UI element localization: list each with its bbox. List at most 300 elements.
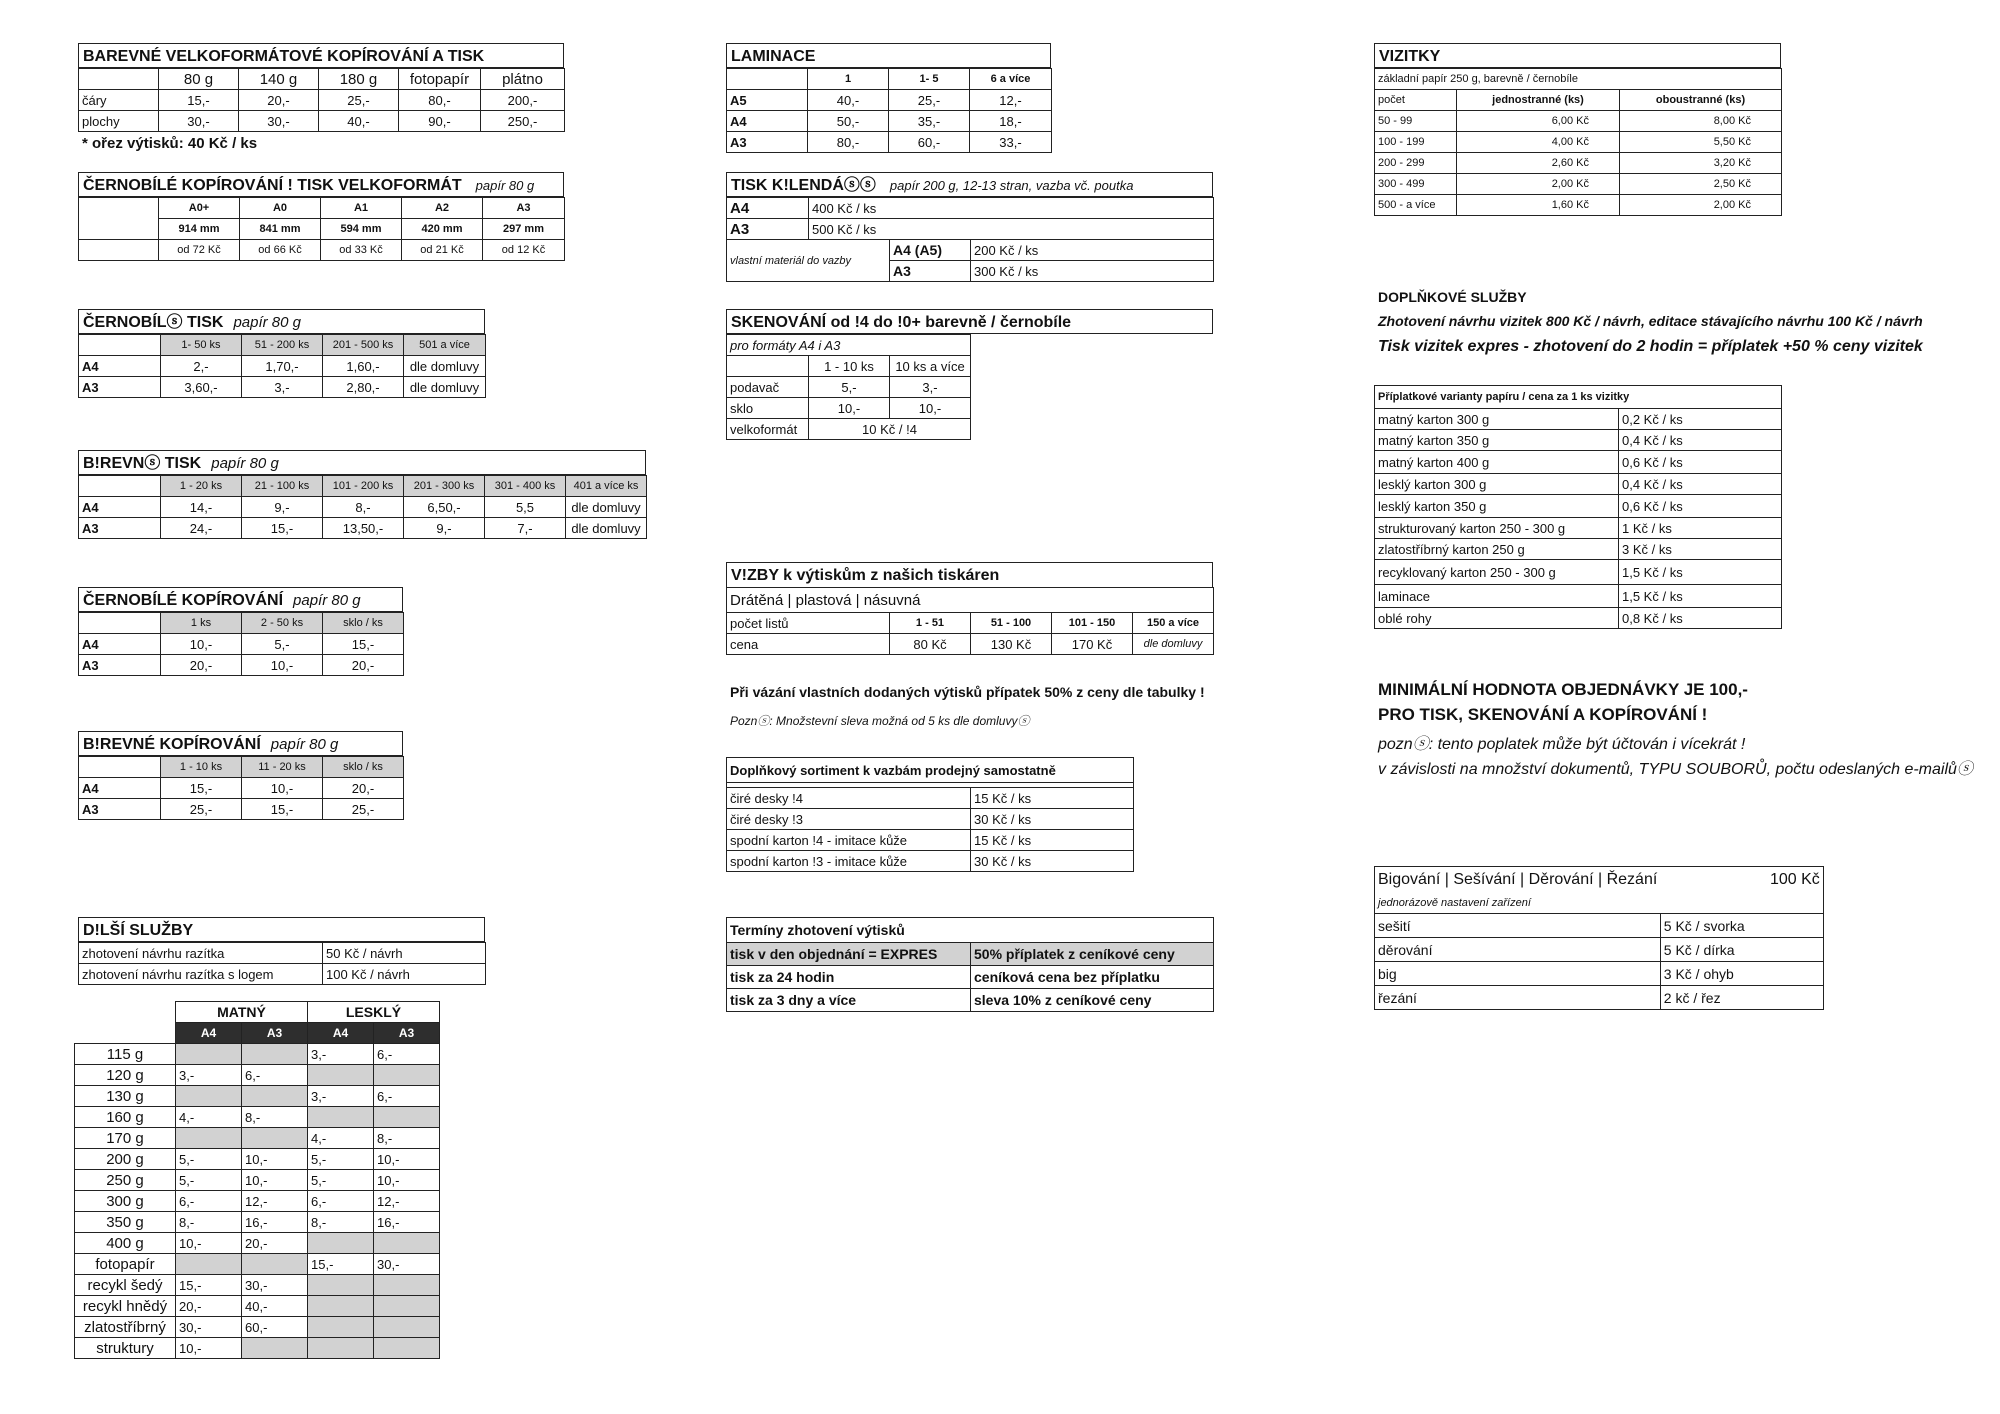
title-subtitle: papír 80 g bbox=[211, 455, 279, 472]
price-cell: 25,- bbox=[161, 799, 242, 820]
price-cell: 25,- bbox=[889, 90, 970, 111]
binding-extras-table bbox=[726, 757, 1134, 872]
width-cell: 841 mm bbox=[240, 219, 321, 240]
row-label: A4 bbox=[79, 634, 161, 655]
row-label: podavač bbox=[727, 377, 809, 398]
weight-label: 115 g bbox=[75, 1044, 176, 1065]
price-cell: 6,- bbox=[308, 1191, 374, 1212]
row-label: A4 (A5) bbox=[890, 240, 971, 261]
price-cell bbox=[176, 1044, 242, 1065]
service-price: 5 Kč / svorka bbox=[1660, 914, 1823, 938]
header-cell: 201 - 300 ks bbox=[404, 476, 485, 497]
price-cell: 200 Kč / ks bbox=[971, 240, 1214, 261]
title-subtitle: papír 80 g bbox=[475, 178, 535, 193]
weight-label: 400 g bbox=[75, 1233, 176, 1254]
scan-section bbox=[726, 309, 1213, 440]
price-cell: dle domluvy bbox=[404, 377, 486, 398]
binding-table bbox=[726, 587, 1214, 655]
weight-label: 300 g bbox=[75, 1191, 176, 1212]
title-text: B!REVNⓢ TISK bbox=[83, 455, 202, 472]
price-cell: 300 Kč / ks bbox=[971, 261, 1214, 282]
header-cell: 21 - 100 ks bbox=[242, 476, 323, 497]
price-cell: 9,- bbox=[404, 518, 485, 539]
price-cell: 25,- bbox=[319, 90, 399, 111]
quantity-label: 500 - a více bbox=[1375, 195, 1457, 216]
quantity-label: 200 - 299 bbox=[1375, 153, 1457, 174]
bw-copy-table bbox=[78, 612, 404, 676]
price-cell: 8,00 Kč bbox=[1620, 111, 1782, 132]
title-text: B!REVNÉ KOPÍROVÁNÍ bbox=[83, 736, 261, 753]
title-subtitle: papír 80 g bbox=[233, 314, 302, 331]
price-cell: 12,- bbox=[242, 1191, 308, 1212]
paper-variants-section bbox=[1374, 385, 1782, 629]
item-label: čiré desky !3 bbox=[727, 809, 971, 830]
paper-weight-table bbox=[74, 1001, 440, 1359]
price-cell: 400 Kč / ks bbox=[809, 198, 1214, 219]
color-print-table bbox=[78, 475, 647, 539]
term-label: tisk za 3 dny a více bbox=[727, 989, 971, 1012]
binding-types: Drátěná | plastová | násuvná bbox=[727, 588, 1214, 613]
price-cell: 90,- bbox=[399, 111, 481, 132]
price-cell: 35,- bbox=[889, 111, 970, 132]
price-cell: 8,- bbox=[242, 1107, 308, 1128]
deadlines-section bbox=[726, 917, 1214, 1012]
price-cell: 40,- bbox=[319, 111, 399, 132]
term-value: ceníková cena bez příplatku bbox=[971, 966, 1214, 989]
price-cell: 8,- bbox=[176, 1212, 242, 1233]
scan-formats-note: pro formáty A4 i A3 bbox=[727, 335, 971, 356]
header-cell: 101 - 200 ks bbox=[323, 476, 404, 497]
weight-label: 120 g bbox=[75, 1065, 176, 1086]
other-services-section bbox=[78, 917, 486, 985]
item-price: 15 Kč / ks bbox=[971, 830, 1134, 851]
service-price: 5 Kč / dírka bbox=[1660, 938, 1823, 962]
price-cell: dle domluvy bbox=[566, 518, 647, 539]
header-cell: 301 - 400 ks bbox=[485, 476, 566, 497]
binding-surcharge-note: Při vázání vlastních dodaných výtisků přípatek 50% z ceny dle tabulky ! bbox=[730, 684, 1205, 700]
color-large-format-section bbox=[78, 43, 565, 152]
setup-note: jednorázově nastavení zařízení bbox=[1375, 893, 1824, 914]
price-cell bbox=[308, 1275, 374, 1296]
header-cell: 140 g bbox=[239, 69, 319, 90]
weight-label: struktury bbox=[75, 1338, 176, 1359]
price-cell: 10,- bbox=[242, 778, 323, 799]
price-cell: od 33 Kč bbox=[321, 240, 402, 261]
bw-large-format-table bbox=[78, 197, 565, 261]
header-cell: 401 a více ks bbox=[566, 476, 647, 497]
price-cell: 14,- bbox=[161, 497, 242, 518]
row-label: čáry bbox=[79, 90, 159, 111]
header-cell: 51 - 100 bbox=[971, 613, 1052, 634]
weight-label: 160 g bbox=[75, 1107, 176, 1128]
price-cell: 200,- bbox=[481, 90, 565, 111]
price-cell: 6,- bbox=[176, 1191, 242, 1212]
header-cell: 1 - 20 ks bbox=[161, 476, 242, 497]
item-label: spodní karton !4 - imitace kůže bbox=[727, 830, 971, 851]
variant-label: laminace bbox=[1375, 585, 1619, 608]
header-cell: 150 a více bbox=[1133, 613, 1214, 634]
price-cell bbox=[308, 1317, 374, 1338]
row-label: A4 bbox=[727, 111, 808, 132]
finishing-section bbox=[1374, 866, 1824, 1010]
price-cell: 15,- bbox=[161, 778, 242, 799]
title-text: ČERNOBÍLÉ KOPÍROVÁNÍ ! TISK VELKOFORMÁT bbox=[83, 177, 462, 194]
section-title bbox=[78, 587, 403, 612]
matte-header: MATNÝ bbox=[176, 1002, 308, 1023]
price-cell: 25,- bbox=[323, 799, 404, 820]
section-title bbox=[78, 450, 646, 475]
variant-price: 0,6 Kč / ks bbox=[1619, 451, 1782, 474]
row-label: A3 bbox=[890, 261, 971, 282]
price-cell: od 66 Kč bbox=[240, 240, 321, 261]
price-cell: 6,50,- bbox=[404, 497, 485, 518]
variant-price: 0,4 Kč / ks bbox=[1619, 474, 1782, 495]
paper-variants-table bbox=[1374, 385, 1782, 629]
term-label: tisk za 24 hodin bbox=[727, 966, 971, 989]
weight-label: fotopapír bbox=[75, 1254, 176, 1275]
row-label: A3 bbox=[79, 518, 161, 539]
header-cell: 1- 5 bbox=[889, 69, 970, 90]
price-cell: 3,60,- bbox=[161, 377, 242, 398]
corner-cell bbox=[79, 476, 161, 497]
section-title: Termíny zhotovení výtisků bbox=[727, 918, 1214, 943]
finishing-table bbox=[1374, 866, 1824, 1010]
variant-price: 1,5 Kč / ks bbox=[1619, 560, 1782, 585]
variant-price: 3 Kč / ks bbox=[1619, 539, 1782, 560]
corner-cell bbox=[79, 613, 161, 634]
format-header: A3 bbox=[242, 1023, 308, 1044]
price-cell: 3,- bbox=[308, 1044, 374, 1065]
price-cell bbox=[374, 1233, 440, 1254]
header-cell: 501 a více bbox=[404, 335, 486, 356]
price-cell: 2,50 Kč bbox=[1620, 174, 1782, 195]
cards-subtitle: základní papír 250 g, barevně / černobíle bbox=[1375, 69, 1782, 90]
price-cell: 30,- bbox=[159, 111, 239, 132]
price-cell: 50,- bbox=[808, 111, 889, 132]
header-cell: 1 bbox=[808, 69, 889, 90]
business-cards-table bbox=[1374, 68, 1782, 216]
format-header: A4 bbox=[308, 1023, 374, 1044]
header-cell: 101 - 150 bbox=[1052, 613, 1133, 634]
price-cell: 5,- bbox=[308, 1149, 374, 1170]
row-label: A3 bbox=[79, 377, 161, 398]
row-label: A3 bbox=[727, 219, 809, 240]
price-cell: 10,- bbox=[374, 1170, 440, 1191]
price-cell: 10,- bbox=[809, 398, 890, 419]
service-price: 2 kč / řez bbox=[1660, 986, 1823, 1010]
price-cell: 1,60,- bbox=[323, 356, 404, 377]
price-cell: 9,- bbox=[242, 497, 323, 518]
header-cell: sklo / ks bbox=[323, 613, 404, 634]
bw-large-format-section bbox=[78, 172, 565, 261]
business-cards-section bbox=[1374, 43, 1782, 216]
price-cell: 3,- bbox=[242, 377, 323, 398]
format-cell: A0+ bbox=[159, 198, 240, 219]
row-label: A4 bbox=[79, 356, 161, 377]
price-cell bbox=[308, 1107, 374, 1128]
express-cards-note: Tisk vizitek expres - zhotovení do 2 hodin = příplatek +50 % ceny vizitek bbox=[1378, 338, 1923, 355]
header-cell: 2 - 50 ks bbox=[242, 613, 323, 634]
term-label: tisk v den objednání = EXPRES bbox=[727, 943, 971, 966]
row-label: A3 bbox=[79, 799, 161, 820]
price-cell: 4,- bbox=[308, 1128, 374, 1149]
header-cell: sklo / ks bbox=[323, 757, 404, 778]
row-label: sklo bbox=[727, 398, 809, 419]
variant-label: matný karton 400 g bbox=[1375, 451, 1619, 474]
price-cell: 3,20 Kč bbox=[1620, 153, 1782, 174]
quantity-label: 100 - 199 bbox=[1375, 132, 1457, 153]
price-cell: 40,- bbox=[242, 1296, 308, 1317]
price-cell: 5,- bbox=[242, 634, 323, 655]
header-cell: oboustranné (ks) bbox=[1620, 90, 1782, 111]
empty-cell bbox=[75, 1023, 176, 1044]
row-label: A3 bbox=[727, 132, 808, 153]
price-cell: 5,50 Kč bbox=[1620, 132, 1782, 153]
price-cell: 3,- bbox=[176, 1065, 242, 1086]
price-cell: 12,- bbox=[374, 1191, 440, 1212]
format-header: A4 bbox=[176, 1023, 242, 1044]
quantity-label: 50 - 99 bbox=[1375, 111, 1457, 132]
other-services-table bbox=[78, 942, 486, 985]
corner-cell bbox=[79, 69, 159, 90]
price-cell bbox=[242, 1128, 308, 1149]
card-design-price: Zhotovení návrhu vizitek 800 Kč / návrh, editace stávajícího návrhu 100 Kč / návrh bbox=[1378, 313, 1923, 329]
price-cell: 10,- bbox=[242, 1170, 308, 1191]
header-cell: plátno bbox=[481, 69, 565, 90]
variant-label: lesklý karton 350 g bbox=[1375, 495, 1619, 518]
section-title bbox=[78, 172, 564, 197]
price-cell: 5,5 bbox=[485, 497, 566, 518]
title-text: TISK K!LENDÁⓢⓢ bbox=[731, 177, 876, 194]
item-price: 30 Kč / ks bbox=[971, 809, 1134, 830]
corner-cell bbox=[79, 198, 159, 240]
row-label: cena bbox=[727, 634, 890, 655]
section-title: Bigování | Sešívání | Děrování | Řezání bbox=[1375, 867, 1661, 894]
price-cell: 13,50,- bbox=[323, 518, 404, 539]
price-cell: dle domluvy bbox=[1133, 634, 1214, 655]
price-cell: od 12 Kč bbox=[483, 240, 565, 261]
price-cell: 2,- bbox=[161, 356, 242, 377]
minimum-order-line1: MINIMÁLNÍ HODNOTA OBJEDNÁVKY JE 100,- bbox=[1378, 680, 1748, 699]
section-title: LAMINACE bbox=[726, 43, 1051, 68]
price-cell: 170 Kč bbox=[1052, 634, 1133, 655]
price-cell: 40,- bbox=[808, 90, 889, 111]
item-price: 30 Kč / ks bbox=[971, 851, 1134, 872]
minimum-order-note: poznⓢ: tento poplatek může být účtován i vícekrát ! bbox=[1378, 736, 1746, 753]
row-label: plochy bbox=[79, 111, 159, 132]
price-cell: 80 Kč bbox=[890, 634, 971, 655]
variant-label: matný karton 350 g bbox=[1375, 430, 1619, 451]
price-cell bbox=[374, 1296, 440, 1317]
price-cell: 2,80,- bbox=[323, 377, 404, 398]
price-cell: od 21 Kč bbox=[402, 240, 483, 261]
service-label: sešití bbox=[1375, 914, 1661, 938]
price-cell: 5,- bbox=[176, 1149, 242, 1170]
price-cell: 33,- bbox=[970, 132, 1052, 153]
section-title: SKENOVÁNÍ od !4 do !0+ barevně / černobíle bbox=[726, 309, 1213, 334]
price-cell: 10,- bbox=[242, 1149, 308, 1170]
price-cell: 10 Kč / !4 bbox=[809, 419, 971, 440]
price-cell bbox=[176, 1254, 242, 1275]
corner-cell bbox=[79, 335, 161, 356]
section-title: BAREVNÉ VELKOFORMÁTOVÉ KOPÍROVÁNÍ A TISK bbox=[78, 43, 564, 68]
price-cell: 3,- bbox=[308, 1086, 374, 1107]
setup-price: 100 Kč bbox=[1660, 867, 1823, 894]
width-cell: 420 mm bbox=[402, 219, 483, 240]
price-cell: 80,- bbox=[399, 90, 481, 111]
paper-weight-section bbox=[74, 1001, 440, 1359]
price-cell: 10,- bbox=[161, 634, 242, 655]
corner-cell bbox=[727, 69, 808, 90]
price-cell bbox=[308, 1338, 374, 1359]
item-price: 15 Kč / ks bbox=[971, 788, 1134, 809]
variant-label: strukturovaný karton 250 - 300 g bbox=[1375, 518, 1619, 539]
price-cell bbox=[242, 1254, 308, 1275]
price-cell: 60,- bbox=[889, 132, 970, 153]
service-price: 50 Kč / návrh bbox=[323, 943, 486, 964]
variant-label: recyklovaný karton 250 - 300 g bbox=[1375, 560, 1619, 585]
price-cell: 130 Kč bbox=[971, 634, 1052, 655]
price-cell: 7,- bbox=[485, 518, 566, 539]
corner-cell bbox=[79, 757, 161, 778]
price-cell: 6,- bbox=[242, 1065, 308, 1086]
service-label: děrování bbox=[1375, 938, 1661, 962]
row-label: velkoformát bbox=[727, 419, 809, 440]
service-label: big bbox=[1375, 962, 1661, 986]
color-large-format-table bbox=[78, 68, 565, 132]
empty-cell bbox=[727, 356, 809, 377]
format-cell: A2 bbox=[402, 198, 483, 219]
bw-print-table bbox=[78, 334, 486, 398]
price-cell: 20,- bbox=[176, 1296, 242, 1317]
item-label: čiré desky !4 bbox=[727, 788, 971, 809]
price-cell bbox=[308, 1296, 374, 1317]
header-cell: 201 - 500 ks bbox=[323, 335, 404, 356]
price-cell: 6,- bbox=[374, 1086, 440, 1107]
row-label: A5 bbox=[727, 90, 808, 111]
header-cell: 1 - 51 bbox=[890, 613, 971, 634]
price-cell: 15,- bbox=[242, 799, 323, 820]
price-cell bbox=[374, 1275, 440, 1296]
price-cell: 80,- bbox=[808, 132, 889, 153]
row-label: A4 bbox=[727, 198, 809, 219]
section-title bbox=[78, 731, 403, 756]
price-cell: 15,- bbox=[323, 634, 404, 655]
variant-label: matný karton 300 g bbox=[1375, 409, 1619, 430]
extra-services-title: DOPLŇKOVÉ SLUŽBY bbox=[1378, 289, 1527, 305]
color-print-section bbox=[78, 450, 647, 539]
variant-price: 0,8 Kč / ks bbox=[1619, 608, 1782, 629]
price-cell: 20,- bbox=[323, 778, 404, 799]
price-cell: 8,- bbox=[323, 497, 404, 518]
weight-label: 250 g bbox=[75, 1170, 176, 1191]
lamination-table bbox=[726, 68, 1052, 153]
price-cell: 2,00 Kč bbox=[1457, 174, 1620, 195]
minimum-order-line2: PRO TISK, SKENOVÁNÍ A KOPÍROVÁNÍ ! bbox=[1378, 705, 1708, 724]
header-cell: jednostranné (ks) bbox=[1457, 90, 1620, 111]
header-cell: 11 - 20 ks bbox=[242, 757, 323, 778]
empty-cell bbox=[75, 1002, 176, 1023]
section-title: D!LŠÍ SLUŽBY bbox=[78, 917, 485, 942]
header-cell: 180 g bbox=[319, 69, 399, 90]
glossy-header: LESKLÝ bbox=[308, 1002, 440, 1023]
header-cell: 1 - 10 ks bbox=[809, 356, 890, 377]
price-cell: 20,- bbox=[239, 90, 319, 111]
price-cell: 4,00 Kč bbox=[1457, 132, 1620, 153]
bw-copy-section bbox=[78, 587, 404, 676]
width-cell: 297 mm bbox=[483, 219, 565, 240]
price-cell bbox=[374, 1107, 440, 1128]
header-cell: 51 - 200 ks bbox=[242, 335, 323, 356]
row-label: A4 bbox=[79, 497, 161, 518]
format-cell: A3 bbox=[483, 198, 565, 219]
header-cell: 10 ks a více bbox=[890, 356, 971, 377]
color-copy-section bbox=[78, 731, 404, 820]
price-cell bbox=[242, 1044, 308, 1065]
section-title: V!ZBY k výtiskům z našich tiskáren bbox=[726, 562, 1213, 587]
price-cell: 30,- bbox=[242, 1275, 308, 1296]
binding-discount-note: Poznⓢ: Množstevní sleva možná od 5 ks dle domluvyⓢ bbox=[730, 714, 1030, 728]
price-cell: 16,- bbox=[374, 1212, 440, 1233]
format-cell: A1 bbox=[321, 198, 402, 219]
service-label: řezání bbox=[1375, 986, 1661, 1010]
term-value: sleva 10% z ceníkové ceny bbox=[971, 989, 1214, 1012]
width-cell: 914 mm bbox=[159, 219, 240, 240]
calendar-table bbox=[726, 197, 1214, 282]
price-cell: 6,- bbox=[374, 1044, 440, 1065]
weight-label: recykl šedý bbox=[75, 1275, 176, 1296]
price-cell: 10,- bbox=[890, 398, 971, 419]
price-cell: 10,- bbox=[242, 655, 323, 676]
variant-label: lesklý karton 300 g bbox=[1375, 474, 1619, 495]
section-title: VIZITKY bbox=[1374, 43, 1781, 68]
price-cell bbox=[176, 1128, 242, 1149]
price-cell: 6,00 Kč bbox=[1457, 111, 1620, 132]
format-header: A3 bbox=[374, 1023, 440, 1044]
price-cell: 18,- bbox=[970, 111, 1052, 132]
price-cell: dle domluvy bbox=[404, 356, 486, 377]
minimum-order-note2: v závislosti na množství dokumentů, TYPU SOUBORŮ, počtu odeslaných e-mailůⓢ bbox=[1378, 761, 1973, 778]
price-cell: 4,- bbox=[176, 1107, 242, 1128]
price-cell bbox=[176, 1086, 242, 1107]
price-cell: 60,- bbox=[242, 1317, 308, 1338]
weight-label: recykl hnědý bbox=[75, 1296, 176, 1317]
title-subtitle: papír 200 g, 12-13 stran, vazba vč. poutka bbox=[889, 178, 1134, 193]
own-material-label: vlastní materiál do vazby bbox=[727, 240, 890, 282]
price-cell: 20,- bbox=[161, 655, 242, 676]
row-label: A4 bbox=[79, 778, 161, 799]
price-cell: 5,- bbox=[809, 377, 890, 398]
section-title bbox=[726, 172, 1213, 197]
section-title: Příplatkové varianty papíru / cena za 1 ks vizitky bbox=[1375, 386, 1782, 409]
price-cell: 10,- bbox=[374, 1149, 440, 1170]
service-label: zhotovení návrhu razítka bbox=[79, 943, 323, 964]
title-subtitle: papír 80 g bbox=[270, 736, 339, 753]
item-label: spodní karton !3 - imitace kůže bbox=[727, 851, 971, 872]
price-cell: 1,60 Kč bbox=[1457, 195, 1620, 216]
price-cell: 2,60 Kč bbox=[1457, 153, 1620, 174]
row-label: počet listů bbox=[727, 613, 890, 634]
price-cell: 20,- bbox=[323, 655, 404, 676]
header-cell: 1 ks bbox=[161, 613, 242, 634]
header-cell: 6 a více bbox=[970, 69, 1052, 90]
price-cell bbox=[374, 1065, 440, 1086]
weight-label: 200 g bbox=[75, 1149, 176, 1170]
price-cell: 24,- bbox=[161, 518, 242, 539]
price-cell bbox=[242, 1338, 308, 1359]
price-cell: dle domluvy bbox=[566, 497, 647, 518]
price-cell: 12,- bbox=[970, 90, 1052, 111]
